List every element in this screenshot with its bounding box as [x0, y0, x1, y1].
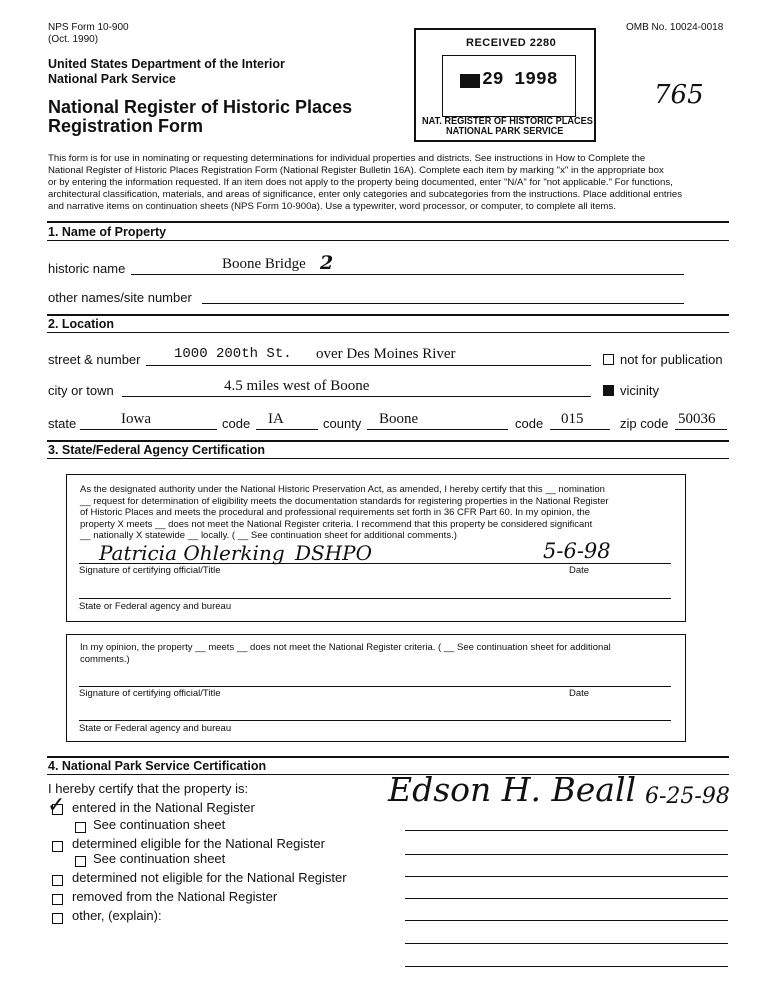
historic-name-mark: 2: [320, 252, 334, 274]
county-code-line: [550, 429, 610, 430]
cont1-label: See continuation sheet: [93, 817, 226, 832]
instructions-line3: or by entering the information requested. If an item does not apply to the property being documented, enter "N/A" for "not applicable." For functions,: [48, 177, 673, 188]
cont2-label: See continuation sheet: [93, 851, 226, 866]
city-label: city or town: [48, 383, 114, 398]
agency-label-1: State or Federal agency and bureau: [79, 601, 232, 612]
state-official-title: DSHPO: [295, 541, 373, 565]
stamp-received: RECEIVED 2280: [466, 37, 557, 49]
not-eligible-label: determined not eligible for the National Register: [72, 870, 347, 885]
stamp-date: 29 1998: [482, 70, 558, 90]
county-code-value[interactable]: 015: [561, 411, 584, 427]
date-label-2: Date: [569, 688, 590, 699]
cert-line3: of Historic Places and meets the procedural and professional requirements set forth in 36 CFR Part 60. In my opinion, the: [80, 507, 591, 518]
entered-check-mark: ✓: [47, 793, 66, 818]
instructions-line4: architectural classification, materials, and areas of significance, enter only categories and subcategories from the instructions. Place additional entries: [48, 189, 683, 200]
cont2-checkbox[interactable]: [75, 856, 86, 867]
signature-line-1: [79, 563, 671, 564]
sig-label-2: Signature of certifying official/Title: [79, 688, 221, 699]
section2-rule-bottom: [47, 332, 729, 333]
state-certification-box: [66, 474, 686, 622]
state-value[interactable]: Iowa: [121, 411, 151, 427]
handwritten-number: 765: [654, 80, 704, 110]
form-date: (Oct. 1990): [48, 34, 99, 45]
entered-label: entered in the National Register: [72, 800, 255, 815]
opinion-line2: comments.): [80, 653, 130, 665]
certification-text: [80, 484, 609, 542]
historic-name-label: historic name: [48, 261, 126, 276]
form-title-line1: National Register of Historic Places: [48, 97, 353, 117]
county-line: [367, 429, 508, 430]
section4-heading: 4. National Park Service Certification: [48, 759, 267, 773]
street-number-value[interactable]: 1000 200th St.: [174, 346, 292, 362]
city-line: [122, 396, 591, 397]
entered-sign-line: [405, 830, 728, 831]
section4-rule-top: [47, 756, 729, 758]
zip-value[interactable]: 50036: [678, 411, 716, 427]
section1-rule-top: [47, 221, 729, 223]
zip-line: [675, 429, 727, 430]
section3-rule-bottom: [47, 458, 729, 459]
sig-label-1: Signature of certifying official/Title: [79, 565, 221, 576]
historic-name-line: [131, 274, 684, 275]
instructions-line2: National Register of Historic Places Registration Form (National Register Bulletin 16A). Complete each item by marking "x" in the appropriate box: [48, 165, 664, 176]
removed-label: removed from the National Register: [72, 889, 278, 904]
agency-line-2: [79, 720, 671, 721]
county-label: county: [323, 416, 362, 431]
signature-line-2: [79, 686, 671, 687]
removed-checkbox[interactable]: [52, 894, 63, 905]
eligible-checkbox[interactable]: [52, 841, 63, 852]
section1-heading: 1. Name of Property: [48, 225, 167, 239]
service: National Park Service: [48, 72, 176, 86]
commenting-official-box: [66, 634, 686, 742]
section2-rule-top: [47, 314, 729, 316]
eligible-label: determined eligible for the National Register: [72, 836, 325, 851]
section2-heading: 2. Location: [48, 317, 114, 331]
form-title-line2: Registration Form: [48, 116, 204, 136]
opinion-text: [80, 642, 611, 665]
state-code-label: code: [222, 416, 251, 431]
vicinity-checkbox[interactable]: [603, 385, 614, 396]
state-code-value[interactable]: IA: [268, 411, 284, 427]
eligible-sign-line: [405, 854, 728, 855]
county-code-label: code: [515, 416, 544, 431]
nps-intro: I hereby certify that the property is:: [48, 781, 249, 796]
removed-sign-line: [405, 898, 728, 899]
vicinity-label: vicinity: [620, 383, 660, 398]
agency-line-1: [79, 598, 671, 599]
instructions-line1: This form is for use in nominating or requesting determinations for individual properties and districts. See instructions in How to Complete the: [48, 153, 646, 164]
cert-line1: As the designated authority under the National Historic Preservation Act, as amended, I hereby certify that this __ nomination: [80, 484, 605, 495]
keeper-signature: Edson H. Beall: [388, 770, 637, 809]
not-for-publication-label: not for publication: [620, 352, 723, 367]
county-value[interactable]: Boone: [379, 411, 419, 427]
extra-sign-line-1: [405, 943, 728, 944]
opinion-line1: In my opinion, the property __ meets __ does not meet the National Register criteria. ( __ See continuation sheet for additional: [80, 642, 611, 653]
city-value[interactable]: 4.5 miles west of Boone: [224, 378, 370, 394]
not-eligible-sign-line: [405, 876, 728, 877]
stamp-month-blot: [460, 74, 480, 88]
cert-line2: __ request for determination of eligibility meets the documentation standards for registering properties in the National Register: [80, 495, 609, 507]
received-stamp: [414, 28, 596, 142]
historic-name-value[interactable]: Boone Bridge: [222, 256, 306, 272]
form-number: NPS Form 10-900: [48, 22, 129, 33]
not-eligible-checkbox[interactable]: [52, 875, 63, 886]
extra-sign-line-2: [405, 966, 728, 967]
street-rest-value[interactable]: over Des Moines River: [316, 346, 456, 362]
other-label: other, (explain):: [72, 908, 162, 923]
state-official-signature: Patricia Ohlerking: [99, 541, 285, 565]
omb-number: OMB No. 10024-0018: [626, 22, 724, 33]
other-names-label: other names/site number: [48, 290, 192, 305]
instructions-line5: and narrative items on continuation sheets (NPS Form 10-900a). Use a typewriter, word processor, or computer, to complete all items.: [48, 201, 616, 212]
street-label: street & number: [48, 352, 141, 367]
section3-rule-top: [47, 440, 729, 442]
state-code-line: [256, 429, 318, 430]
other-sign-line: [405, 920, 728, 921]
stamp-line2: NATIONAL PARK SERVICE: [446, 126, 564, 137]
street-line: [146, 365, 591, 366]
date-label-1: Date: [569, 565, 590, 576]
state-label: state: [48, 416, 77, 431]
zip-label: zip code: [620, 416, 669, 431]
department: United States Department of the Interior: [48, 57, 285, 71]
instructions: [48, 153, 682, 213]
section3-heading: 3. State/Federal Agency Certification: [48, 443, 265, 457]
cert-line5: __ nationally X statewide __ locally. ( __ See continuation sheet for additional comments.): [80, 530, 457, 541]
other-checkbox[interactable]: [52, 913, 63, 924]
cont1-checkbox[interactable]: [75, 822, 86, 833]
cert-line4: property X meets __ does not meet the National Register criteria. I recommend that this property be considered significant: [80, 518, 593, 530]
agency-label-2: State or Federal agency and bureau: [79, 723, 232, 734]
state-sign-date: 5-6-98: [543, 539, 611, 563]
state-line: [80, 429, 217, 430]
other-names-line: [202, 303, 684, 304]
stamp-line1: NAT. REGISTER OF HISTORIC PLACES: [422, 116, 593, 127]
not-for-publication-checkbox[interactable]: [603, 354, 614, 365]
keeper-sign-date: 6-25-98: [645, 784, 730, 809]
section1-rule-bottom: [47, 240, 729, 241]
